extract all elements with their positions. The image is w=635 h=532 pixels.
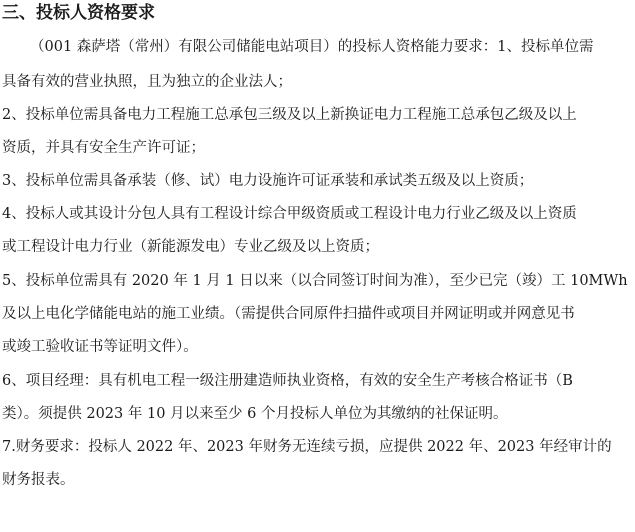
paragraph-5-line-2: 及以上电化学储能电站的施工业绩。（需提供合同原件扫描件或项目并网证明或并网意见书	[2, 306, 575, 322]
paragraph-4-line-2: 或工程设计电力行业（新能源发电）专业乙级及以上资质；	[2, 239, 379, 255]
paragraph-2-line-2: 资质，并具有安全生产许可证；	[2, 140, 205, 156]
section-heading: 三、投标人资格要求	[2, 3, 155, 23]
paragraph-6-line-1: 6、项目经理：具有机电工程一级注册建造师执业资格，有效的安全生产考核合格证书（B	[2, 373, 573, 389]
paragraph-7-line-2: 财务报表。	[2, 472, 75, 488]
paragraph-1-line-1: （001 森萨塔（常州）有限公司储能电站项目）的投标人资格能力要求：1、投标单位需	[30, 39, 594, 55]
paragraph-5-line-3: 或竣工验收证书等证明文件）。	[2, 339, 198, 355]
paragraph-4-line-1: 4、投标人或其设计分包人具有工程设计综合甲级资质或工程设计电力行业乙级及以上资质	[2, 206, 577, 222]
paragraph-2-line-1: 2、投标单位需具备电力工程施工总承包三级及以上新换证电力工程施工总承包乙级及以上	[2, 107, 577, 123]
paragraph-5-line-1: 5、投标单位需具有 2020 年 1 月 1 日以来（以合同签订时间为准），至少已完（竣）工 10MWh	[2, 273, 628, 289]
paragraph-7-line-1: 7.财务要求：投标人 2022 年、2023 年财务无连续亏损，应提供 2022 年、2023 年经审计的	[2, 439, 612, 455]
paragraph-3-line-1: 3、投标单位需具备承装（修、试）电力设施许可证承装和承试类五级及以上资质；	[2, 173, 534, 189]
paragraph-1-line-2: 具备有效的营业执照，且为独立的企业法人；	[2, 74, 292, 90]
paragraph-6-line-2: 类）。须提供 2023 年 10 月以来至少 6 个月投标人单位为其缴纳的社保证明。	[2, 406, 508, 422]
